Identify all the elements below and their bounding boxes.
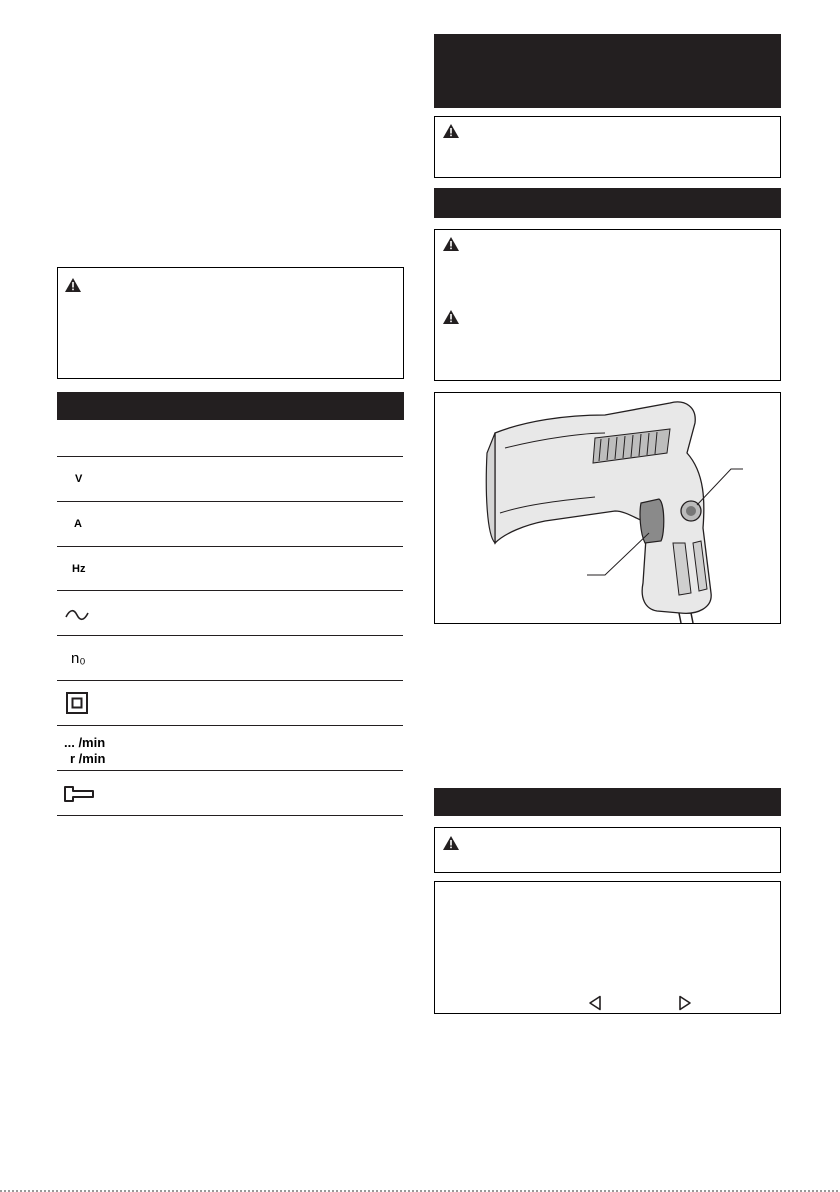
triangle-left-icon xyxy=(588,995,602,1011)
table-row-divider xyxy=(57,725,403,726)
symbol-volts: V xyxy=(75,473,83,485)
alternating-current-icon xyxy=(65,608,89,622)
right-warning-box-2 xyxy=(434,229,781,381)
hammer-icon xyxy=(63,785,95,803)
table-row-divider xyxy=(57,770,403,771)
table-row-divider xyxy=(57,590,403,591)
symbol-no-load-speed: n₀ xyxy=(71,650,86,667)
warning-triangle-icon xyxy=(443,836,459,850)
left-warning-box xyxy=(57,267,404,379)
drill-figure xyxy=(434,392,781,624)
warning-triangle-icon xyxy=(65,278,81,292)
table-row-divider xyxy=(57,456,403,457)
right-title-block xyxy=(434,34,781,108)
symbol-revolutions-per-minute: r /min xyxy=(70,751,106,766)
table-row-divider xyxy=(57,546,403,547)
symbol-amperes: A xyxy=(74,518,82,530)
table-row-divider xyxy=(57,635,403,636)
warning-triangle-icon xyxy=(443,237,459,251)
warning-triangle-icon xyxy=(443,310,459,324)
right-warning-box-3 xyxy=(434,827,781,873)
symbol-per-minute: ... /min xyxy=(64,735,106,750)
drill-illustration xyxy=(435,393,780,623)
right-notice-box xyxy=(434,881,781,1014)
table-row-divider xyxy=(57,815,403,816)
warning-triangle-icon xyxy=(443,124,459,138)
right-section-header-2 xyxy=(434,788,781,816)
double-square-icon xyxy=(66,692,88,714)
table-row-divider xyxy=(57,680,403,681)
symbols-section-header xyxy=(57,392,404,420)
right-section-header-1 xyxy=(434,188,781,218)
right-warning-box-1 xyxy=(434,116,781,178)
table-row-divider xyxy=(57,501,403,502)
triangle-right-icon xyxy=(678,995,692,1011)
symbol-hertz: Hz xyxy=(72,563,86,575)
